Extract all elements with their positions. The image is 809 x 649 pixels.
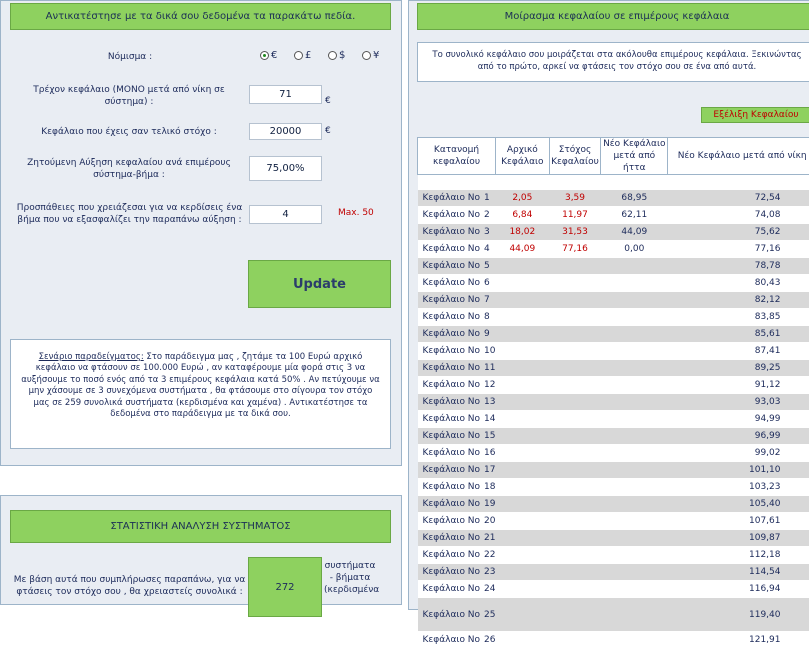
cell-target (549, 258, 601, 275)
cell-name: Κεφάλαιο Νο 17 (418, 462, 496, 479)
table-row (418, 547, 809, 564)
currency-radio-jpy[interactable]: ¥ (362, 50, 379, 61)
cell-after-win: 103,23 (668, 479, 809, 496)
cell-initial: 18,02 (496, 224, 550, 241)
cell-initial (496, 292, 550, 309)
cell-target (549, 377, 601, 394)
col-header-target: Στόχος Κεφαλαίου (549, 138, 601, 175)
table-row (418, 479, 809, 496)
table-row (418, 258, 809, 275)
attempts-label: Προσπάθειες που χρειάζεσαι για να κερδίσεις ένα βήμα που να εξασφαλίζει την παραπάνω αύξηση : (12, 202, 247, 226)
radio-circle (294, 51, 303, 60)
cell-after-win: 89,25 (668, 360, 809, 377)
cell-after-win: 93,03 (668, 394, 809, 411)
cell-after-loss (601, 632, 668, 649)
table-row (418, 564, 809, 581)
input-panel-header: Αντικατέστησε με τα δικά σου δεδομένα τα παρακάτω πεδία. (10, 3, 391, 30)
cell-name: Κεφάλαιο Νο 25 (418, 598, 496, 632)
distribution-header: Μοίρασμα κεφαλαίου σε επιμέρους κεφάλαια (417, 3, 809, 30)
scenario-text: Στο παράδειγμα μας , ζητάμε τα 100 Ευρώ αρχικό κεφάλαιο να φτάσουν σε 100.000 Ευρώ , αν καταφέρουμε μία φορά στις 3 να αυξήσουμε το ποσό ενός από τα 3 επιμέρους κεφάλαια κατά 50% . Αν πετύχουμε να μην χάσουμε σε 3 συνεχόμενα συστήματα , θα φτάσουμε στο σίγουρα τον στόχο μας σε 259 συνολικά συστήματα (κερδισμένα και χαμένα) . Αντικατέστησε τα δεδομένα στο παράδειγμα με τα δικά σου. (21, 352, 379, 419)
table-row (418, 377, 809, 394)
cell-name: Κεφάλαιο Νο 5 (418, 258, 496, 275)
cell-after-win: 75,62 (668, 224, 809, 241)
cell-name: Κεφάλαιο Νο 19 (418, 496, 496, 513)
cell-initial (496, 564, 550, 581)
cell-after-loss: 68,95 (601, 190, 668, 207)
cell-after-win: 101,10 (668, 462, 809, 479)
cell-after-loss (601, 360, 668, 377)
table-row (418, 190, 809, 207)
stats-header: ΣΤΑΤΙΣΤΙΚΗ ΑΝΑΛΥΣΗ ΣΥΣΤΗΜΑΤΟΣ (10, 510, 391, 543)
cell-target (549, 530, 601, 547)
cell-after-win: 112,18 (668, 547, 809, 564)
cell-after-win: 77,16 (668, 241, 809, 258)
current-capital-currency: € (325, 96, 331, 106)
cell-after-loss (601, 598, 668, 632)
cell-name: Κεφάλαιο Νο 6 (418, 275, 496, 292)
cell-after-loss (601, 479, 668, 496)
cell-after-loss (601, 343, 668, 360)
cell-initial: 44,09 (496, 241, 550, 258)
table-row (418, 343, 809, 360)
table-row (418, 360, 809, 377)
table-row (418, 224, 809, 241)
cell-initial (496, 326, 550, 343)
cell-initial (496, 394, 550, 411)
cell-initial (496, 428, 550, 445)
cell-target (549, 411, 601, 428)
cell-initial (496, 377, 550, 394)
cell-target: 31,53 (549, 224, 601, 241)
cell-after-win: 119,40 (668, 598, 809, 632)
target-label: Κεφάλαιο που έχεις σαν τελικό στόχο : (18, 126, 240, 138)
cell-after-win: 96,99 (668, 428, 809, 445)
currency-radio-eur[interactable]: € (260, 50, 277, 61)
cell-after-win: 114,54 (668, 564, 809, 581)
cell-after-loss (601, 530, 668, 547)
col-header-initial: Αρχικό Κεφάλαιο (496, 138, 550, 175)
cell-initial (496, 496, 550, 513)
cell-after-loss: 62,11 (601, 207, 668, 224)
cell-target: 3,59 (549, 190, 601, 207)
cell-initial (496, 360, 550, 377)
cell-initial (496, 445, 550, 462)
cell-name: Κεφάλαιο Νο 10 (418, 343, 496, 360)
stats-value: 272 (248, 557, 322, 617)
cell-name: Κεφάλαιο Νο 23 (418, 564, 496, 581)
table-row (418, 207, 809, 224)
cell-target (549, 513, 601, 530)
cell-name: Κεφάλαιο Νο 7 (418, 292, 496, 309)
currency-radio-gbp[interactable]: £ (294, 50, 311, 61)
cell-name: Κεφάλαιο Νο 2 (418, 207, 496, 224)
radio-circle (260, 51, 269, 60)
col-header-after-loss: Νέο Κεφάλαιο μετά από ήττα (601, 138, 668, 175)
cell-target (549, 428, 601, 445)
cell-after-loss (601, 496, 668, 513)
radio-circle (328, 51, 337, 60)
table-row (418, 326, 809, 343)
cell-after-win: 107,61 (668, 513, 809, 530)
capital-table (417, 137, 809, 649)
current-capital-label: Τρέχον κεφάλαιο (ΜΟΝΟ μετά από νίκη σε σύστημα) : (18, 84, 240, 108)
cell-after-win: 121,91 (668, 632, 809, 649)
table-row (418, 445, 809, 462)
currency-label: Νόμισμα : (40, 51, 220, 63)
cell-target: 77,16 (549, 241, 601, 258)
cell-after-win: 82,12 (668, 292, 809, 309)
cell-after-win: 91,12 (668, 377, 809, 394)
cell-target: 11,97 (549, 207, 601, 224)
capital-evolution-button[interactable]: Εξέλιξη Κεφαλαίου (701, 107, 809, 123)
cell-initial (496, 632, 550, 649)
col-header-after-win: Νέο Κεφάλαιο μετά από νίκη (668, 138, 809, 175)
cell-name: Κεφάλαιο Νο 22 (418, 547, 496, 564)
cell-target (549, 598, 601, 632)
cell-after-win: 105,40 (668, 496, 809, 513)
cell-after-win: 109,87 (668, 530, 809, 547)
cell-target (549, 275, 601, 292)
cell-after-win: 116,94 (668, 581, 809, 598)
cell-after-loss (601, 564, 668, 581)
cell-target (549, 292, 601, 309)
cell-name: Κεφάλαιο Νο 16 (418, 445, 496, 462)
cell-name: Κεφάλαιο Νο 26 (418, 632, 496, 649)
increase-input[interactable]: 75,00% (249, 156, 322, 181)
cell-initial (496, 411, 550, 428)
cell-name: Κεφάλαιο Νο 11 (418, 360, 496, 377)
cell-after-loss (601, 292, 668, 309)
cell-after-loss (601, 445, 668, 462)
cell-name: Κεφάλαιο Νο 4 (418, 241, 496, 258)
table-row (418, 275, 809, 292)
cell-target (549, 360, 601, 377)
cell-target (549, 496, 601, 513)
attempts-max: Max. 50 (338, 208, 374, 218)
currency-radio-usd[interactable]: $ (328, 50, 345, 61)
cell-name: Κεφάλαιο Νο 13 (418, 394, 496, 411)
stats-unit: συστήματα - βήματα (κερδισμένα (324, 560, 376, 596)
cell-after-win: 85,61 (668, 326, 809, 343)
cell-after-win: 72,54 (668, 190, 809, 207)
cell-name: Κεφάλαιο Νο 9 (418, 326, 496, 343)
cell-after-win: 83,85 (668, 309, 809, 326)
stats-text: Με βάση αυτά που συμπλήρωσες παραπάνω, για να φτάσεις τον στόχο σου , θα χρειαστείς συνολικά : (12, 574, 247, 598)
cell-target (549, 581, 601, 598)
cell-after-loss (601, 275, 668, 292)
cell-after-loss (601, 428, 668, 445)
cell-target (549, 326, 601, 343)
cell-initial (496, 581, 550, 598)
cell-initial (496, 343, 550, 360)
cell-after-win: 74,08 (668, 207, 809, 224)
cell-initial (496, 547, 550, 564)
cell-initial (496, 258, 550, 275)
cell-initial (496, 598, 550, 632)
cell-initial (496, 275, 550, 292)
table-row (418, 513, 809, 530)
cell-target (549, 632, 601, 649)
table-row (418, 292, 809, 309)
cell-target (549, 462, 601, 479)
target-input[interactable]: 20000 (249, 123, 322, 140)
table-row (418, 394, 809, 411)
cell-target (549, 394, 601, 411)
cell-name: Κεφάλαιο Νο 21 (418, 530, 496, 547)
cell-after-loss (601, 258, 668, 275)
cell-name: Κεφάλαιο Νο 1 (418, 190, 496, 207)
cell-initial (496, 309, 550, 326)
cell-after-win: 99,02 (668, 445, 809, 462)
cell-after-loss (601, 547, 668, 564)
scenario-note (10, 339, 391, 449)
cell-after-loss (601, 394, 668, 411)
table-row (418, 241, 809, 258)
scenario-title: Σενάριο παραδείγματος: (39, 352, 144, 362)
cell-after-win: 80,43 (668, 275, 809, 292)
cell-after-loss (601, 326, 668, 343)
col-header-allocation: Κατανομή κεφαλαίου (418, 138, 496, 175)
table-row (418, 309, 809, 326)
cell-target (549, 479, 601, 496)
cell-after-loss (601, 462, 668, 479)
cell-target (549, 564, 601, 581)
target-currency: € (325, 126, 331, 136)
cell-initial (496, 479, 550, 496)
cell-name: Κεφάλαιο Νο 18 (418, 479, 496, 496)
table-row (418, 496, 809, 513)
table-row (418, 530, 809, 547)
increase-label: Ζητούμενη Αύξηση κεφαλαίου ανά επιμέρους σύστημα-βήμα : (18, 157, 240, 181)
cell-name: Κεφάλαιο Νο 15 (418, 428, 496, 445)
cell-after-win: 78,78 (668, 258, 809, 275)
cell-initial (496, 513, 550, 530)
distribution-info: Το συνολικό κεφάλαιο σου μοιράζεται στα ακόλουθα επιμέρους κεφάλαια. Ξεκινώντας από το πρώτο, αρκεί να φτάσεις τον στόχο σου σε ένα από αυτά. (417, 42, 809, 82)
cell-after-loss (601, 513, 668, 530)
current-capital-input[interactable]: 71 (249, 85, 322, 104)
cell-name: Κεφάλαιο Νο 24 (418, 581, 496, 598)
radio-circle (362, 51, 371, 60)
cell-target (549, 309, 601, 326)
cell-initial: 6,84 (496, 207, 550, 224)
table-row (418, 581, 809, 598)
table-row (418, 411, 809, 428)
cell-target (549, 343, 601, 360)
cell-after-loss: 44,09 (601, 224, 668, 241)
cell-name: Κεφάλαιο Νο 14 (418, 411, 496, 428)
cell-after-win: 87,41 (668, 343, 809, 360)
cell-after-loss (601, 309, 668, 326)
table-row (418, 598, 809, 632)
cell-name: Κεφάλαιο Νο 12 (418, 377, 496, 394)
cell-after-loss (601, 411, 668, 428)
cell-name: Κεφάλαιο Νο 3 (418, 224, 496, 241)
attempts-input[interactable]: 4 (249, 205, 322, 224)
cell-name: Κεφάλαιο Νο 20 (418, 513, 496, 530)
update-button[interactable]: Update (248, 260, 391, 308)
cell-target (549, 547, 601, 564)
cell-target (549, 445, 601, 462)
cell-name: Κεφάλαιο Νο 8 (418, 309, 496, 326)
cell-after-loss: 0,00 (601, 241, 668, 258)
cell-after-loss (601, 581, 668, 598)
cell-after-loss (601, 377, 668, 394)
table-row (418, 632, 809, 649)
cell-initial (496, 530, 550, 547)
table-row (418, 462, 809, 479)
table-row (418, 428, 809, 445)
cell-initial (496, 462, 550, 479)
cell-after-win: 94,99 (668, 411, 809, 428)
cell-initial: 2,05 (496, 190, 550, 207)
